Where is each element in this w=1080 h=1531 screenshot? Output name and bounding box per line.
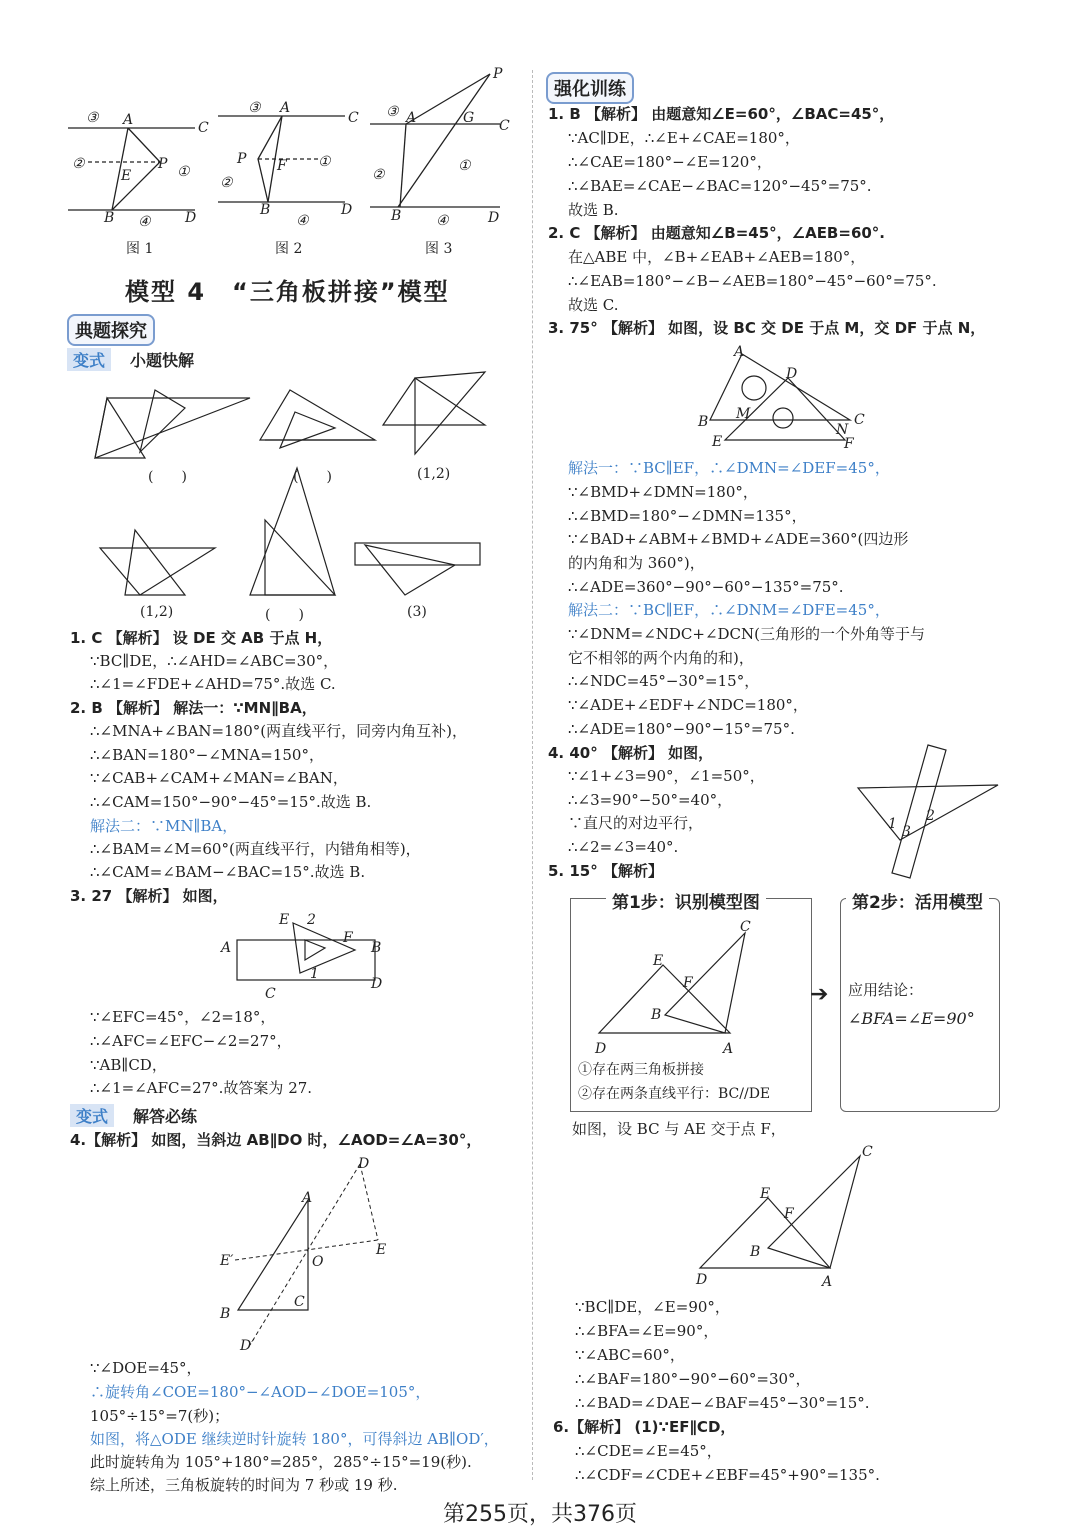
page-footer: 第255页，共376页: [443, 1502, 637, 1527]
svg-text:③: ③: [86, 110, 99, 126]
svg-text:B: B: [104, 210, 115, 226]
small-caption-1: ( ): [148, 469, 187, 485]
answer-line: 如图，设 BC 与 AE 交于点 F，: [572, 1120, 786, 1138]
svg-text:④: ④: [296, 213, 309, 229]
step1-figure: [585, 915, 775, 1055]
svg-text:C: C: [854, 412, 865, 428]
small-caption-6: (3): [407, 604, 427, 620]
answer-line: 2. B 【解析】 解法一：∵MN∥BA，: [70, 699, 317, 717]
svg-text:D: D: [488, 210, 500, 226]
section-tag-left: 典题探究: [67, 314, 155, 346]
svg-text:1: 1: [888, 816, 897, 832]
svg-text:④: ④: [138, 214, 151, 230]
step2-conclusion-label: 应用结论：: [848, 981, 924, 999]
small-figure-3: [383, 372, 485, 454]
svg-text:A: A: [406, 110, 417, 126]
svg-text:C: C: [198, 120, 209, 136]
section-tag-right: 强化训练: [546, 72, 634, 104]
answer-line: ∵∠ADE+∠EDF+∠NDC=180°，: [568, 696, 808, 714]
answer-line: ∴∠CAE=180°−∠E=120°，: [568, 153, 772, 171]
answer-line: ∴∠CDE=∠E=45°，: [575, 1442, 722, 1460]
answer-line: ∴∠1=∠AFC=27°.故答案为 27.: [90, 1079, 313, 1097]
svg-text:E: E: [121, 168, 132, 184]
answer-line: 6.【解析】 (1)∵EF∥CD，: [553, 1418, 736, 1436]
answer-line: ∵∠DNM=∠NDC+∠DCN(三角形的一个外角等于与: [568, 625, 926, 643]
answer-line: ∴∠BAF=180°−90°−60°=30°，: [575, 1370, 811, 1388]
answer-line: 1. B 【解析】 由题意知∠E=60°，∠BAC=45°，: [548, 105, 895, 123]
answer-line: 4. 40° 【解析】 如图，: [548, 744, 714, 762]
svg-text:B: B: [698, 414, 709, 430]
svg-text:C: C: [265, 986, 276, 1002]
arrow-icon: ➔: [810, 982, 829, 1007]
answer-line: ∴∠MNA+∠BAN=180°(两直线平行，同旁内角互补)，: [90, 722, 467, 740]
step2-title: 第2步：活用模型: [846, 888, 989, 913]
svg-text:P: P: [493, 66, 503, 82]
figure-1-caption: 图 1: [126, 241, 154, 257]
svg-text:A: A: [302, 1190, 313, 1206]
svg-text:D: D: [341, 202, 353, 218]
answer-line: 5. 15° 【解析】: [548, 862, 663, 880]
answer-line: ∴∠BAE=∠CAE−∠BAC=120°−45°=75°.: [568, 177, 872, 195]
small-figure-6: [355, 543, 480, 595]
svg-text:②: ②: [372, 167, 385, 183]
svg-text:③: ③: [248, 100, 261, 116]
svg-text:D: D: [786, 366, 798, 382]
answer-line: ∵AC∥DE，∴∠E+∠CAE=180°，: [568, 129, 800, 147]
answer-line: ∴∠ADE=360°−90°−60°−135°=75°.: [568, 578, 844, 596]
answer-line: ∵∠BAD+∠ABM+∠BMD+∠ADE=360°(四边形: [568, 530, 909, 548]
svg-text:N: N: [836, 422, 849, 438]
model-title: 模型 4 “三角板拼接”模型: [125, 278, 450, 306]
svg-text:A: A: [123, 112, 134, 128]
answer-line: ∴∠CAM=150°−90°−45°=15°.故选 B.: [90, 793, 372, 811]
answer-line: 解法二：∵MN∥BA，: [90, 817, 238, 835]
figure-3-caption: 图 3: [425, 241, 453, 257]
svg-text:E: E: [653, 953, 664, 969]
answer-line: ∴∠NDC=45°−30°=15°，: [568, 672, 760, 690]
small-caption-2: ( ): [293, 469, 332, 485]
answer-line: 的内角和为 360°)，: [568, 554, 705, 572]
svg-text:C: C: [348, 110, 359, 126]
step1-note-2: ②存在两条直线平行：BC//DE: [578, 1086, 771, 1102]
svg-text:A: A: [822, 1274, 833, 1290]
svg-text:B: B: [750, 1244, 761, 1260]
svg-text:①: ①: [318, 154, 331, 170]
svg-text:D′: D′: [240, 1338, 255, 1354]
answer-line: ∴∠3=90°−50°=40°，: [568, 791, 733, 809]
svg-text:E: E: [376, 1242, 387, 1258]
svg-text:B: B: [391, 208, 402, 224]
figure-r-q4: [850, 740, 1005, 880]
variant-tag-2: 变式: [70, 1104, 114, 1127]
svg-text:F: F: [683, 975, 693, 991]
answer-line: 故选 B.: [568, 201, 619, 219]
answer-line: 解法二：∵BC∥EF，∴∠DNM=∠DFE=45°，: [568, 601, 890, 619]
answer-line: ∴旋转角∠COE=180°−∠AOD−∠DOE=105°，: [90, 1383, 431, 1401]
svg-text:P: P: [237, 151, 247, 167]
answer-line: ∵∠BMD+∠DMN=180°，: [568, 483, 758, 501]
small-caption-3: (1,2): [417, 466, 451, 482]
svg-text:①: ①: [177, 164, 190, 180]
answer-line: ∵AB∥CD，: [90, 1056, 167, 1074]
svg-text:F: F: [844, 436, 854, 452]
svg-text:A: A: [723, 1041, 734, 1055]
top-figures: [60, 62, 530, 262]
svg-text:2: 2: [926, 808, 935, 824]
svg-text:C: C: [499, 118, 510, 134]
answer-line: 105°÷15°=7(秒)；: [90, 1407, 230, 1425]
answer-line: ∴∠ADE=180°−90°−15°=75°.: [568, 720, 795, 738]
svg-text:③: ③: [386, 104, 399, 120]
svg-text:D: D: [185, 210, 197, 226]
answer-line: ∴∠CDF=∠CDE+∠EBF=45°+90°=135°.: [575, 1466, 880, 1484]
small-figure-2: [260, 390, 375, 448]
answer-line: 综上所述，三角板旋转的时间为 7 秒或 19 秒.: [90, 1476, 398, 1494]
svg-text:E′: E′: [220, 1253, 234, 1269]
svg-text:O: O: [312, 1254, 324, 1270]
svg-text:C: C: [740, 919, 751, 935]
answer-line: 3. 75° 【解析】 如图，设 BC 交 DE 于点 M，交 DF 于点 N，: [548, 319, 986, 337]
svg-text:C: C: [862, 1144, 873, 1160]
figure-1: [68, 128, 195, 210]
answer-line: 如图，将△ODE 继续逆时针旋转 180°，可得斜边 AB∥OD′，: [90, 1430, 499, 1448]
answer-line: 2. C 【解析】 由题意知∠B=45°，∠AEB=60°.: [548, 224, 886, 242]
svg-text:B: B: [371, 940, 382, 956]
answer-line: 解法一：∵BC∥EF，∴∠DMN=∠DEF=45°，: [568, 459, 890, 477]
answer-line: ∴∠AFC=∠EFC−∠2=27°，: [90, 1032, 292, 1050]
svg-text:1: 1: [310, 966, 319, 982]
figure-3: [370, 74, 500, 207]
svg-text:D: D: [358, 1156, 370, 1172]
answer-line: 此时旋转角为 105°+180°=285°，285°÷15°=19(秒).: [90, 1453, 472, 1471]
svg-text:D: D: [595, 1041, 607, 1055]
step1-note-1: ①存在两三角板拼接: [578, 1062, 704, 1078]
svg-text:F: F: [277, 158, 287, 174]
small-figure-4: [100, 530, 215, 595]
figure-r-q3: [690, 340, 880, 455]
answer-line: ∴∠BAD=∠DAE−∠BAF=45°−30°=15°.: [575, 1394, 870, 1412]
svg-text:F: F: [343, 930, 353, 946]
answer-line: ∴∠2=∠3=40°.: [568, 838, 679, 856]
small-caption-5: ( ): [265, 607, 304, 623]
answer-line: ∵直尺的对边平行，: [568, 814, 704, 832]
answer-line: ∵∠CAB+∠CAM+∠MAN=∠BAN，: [90, 769, 348, 787]
svg-text:D: D: [371, 976, 383, 992]
svg-text:A: A: [221, 940, 232, 956]
svg-text:P: P: [158, 156, 168, 172]
svg-text:E: E: [760, 1186, 771, 1202]
answer-line: ∴∠BAM=∠M=60°(两直线平行，内错角相等)，: [90, 840, 421, 858]
variant-title-2: 解答必练: [133, 1107, 198, 1126]
answer-line: ∵∠ABC=60°，: [575, 1346, 685, 1364]
svg-text:B: B: [220, 1306, 231, 1322]
answer-line: ∵∠1+∠3=90°，∠1=50°，: [568, 767, 765, 785]
variant-title-1: 小题快解: [130, 351, 195, 370]
figure-q4: [210, 1150, 410, 1355]
variant-tag-1: 变式: [67, 348, 111, 371]
small-figure-1: [95, 390, 250, 458]
svg-text:A: A: [280, 100, 291, 116]
figure-2-caption: 图 2: [275, 241, 303, 257]
small-caption-4: (1,2): [140, 604, 174, 620]
answer-line: ∴∠BAN=180°−∠MNA=150°，: [90, 746, 324, 764]
figure-r-q5: [690, 1140, 880, 1290]
svg-text:A: A: [734, 344, 745, 360]
small-figure-5: [250, 468, 335, 595]
answer-line: 它不相邻的两个内角的和)，: [568, 649, 754, 667]
answer-line: 4.【解析】 如图，当斜边 AB∥DO 时，∠AOD=∠A=30°，: [70, 1131, 482, 1149]
svg-text:2: 2: [307, 912, 316, 928]
answer-line: ∴∠CAM=∠BAM−∠BAC=15°.故选 B.: [90, 863, 366, 881]
svg-text:B: B: [651, 1007, 662, 1023]
answer-line: ∴∠BFA=∠E=90°，: [575, 1322, 719, 1340]
step2-box: [840, 898, 1000, 1112]
svg-text:C: C: [294, 1294, 305, 1310]
svg-text:E: E: [279, 912, 290, 928]
step1-title: 第1步：识别模型图: [606, 888, 766, 913]
answer-line: 1. C 【解析】 设 DE 交 AB 于点 H，: [70, 629, 333, 647]
svg-text:M: M: [736, 406, 751, 422]
answer-line: 故选 C.: [568, 296, 619, 314]
svg-text:F: F: [784, 1206, 794, 1222]
svg-text:G: G: [463, 110, 475, 126]
answer-line: ∴∠1=∠FDE+∠AHD=75°.故选 C.: [90, 675, 336, 693]
answer-line: 3. 27 【解析】 如图，: [70, 887, 228, 905]
answer-line: 在△ABE 中，∠B+∠EAB+∠AEB=180°，: [568, 248, 866, 266]
figure-q3: [215, 908, 395, 1003]
svg-text:①: ①: [458, 158, 471, 174]
svg-text:3: 3: [902, 824, 911, 840]
svg-text:④: ④: [436, 213, 449, 229]
svg-text:B: B: [260, 202, 271, 218]
step2-conclusion: ∠BFA=∠E=90°: [848, 1009, 975, 1028]
svg-text:D: D: [696, 1272, 708, 1288]
answer-line: ∵∠EFC=45°，∠2=18°，: [90, 1008, 276, 1026]
answer-line: ∴∠BMD=180°−∠DMN=135°，: [568, 507, 807, 525]
svg-text:②: ②: [72, 156, 85, 172]
svg-text:E: E: [712, 434, 723, 450]
answer-line: ∵BC∥DE，∠E=90°，: [575, 1298, 730, 1316]
answer-line: ∵BC∥DE，∴∠AHD=∠ABC=30°，: [90, 652, 339, 670]
answer-line: ∵∠DOE=45°，: [90, 1359, 202, 1377]
column-divider: [532, 70, 533, 1480]
answer-line: ∴∠EAB=180°−∠B−∠AEB=180°−45°−60°=75°.: [568, 272, 937, 290]
svg-text:②: ②: [220, 175, 233, 191]
